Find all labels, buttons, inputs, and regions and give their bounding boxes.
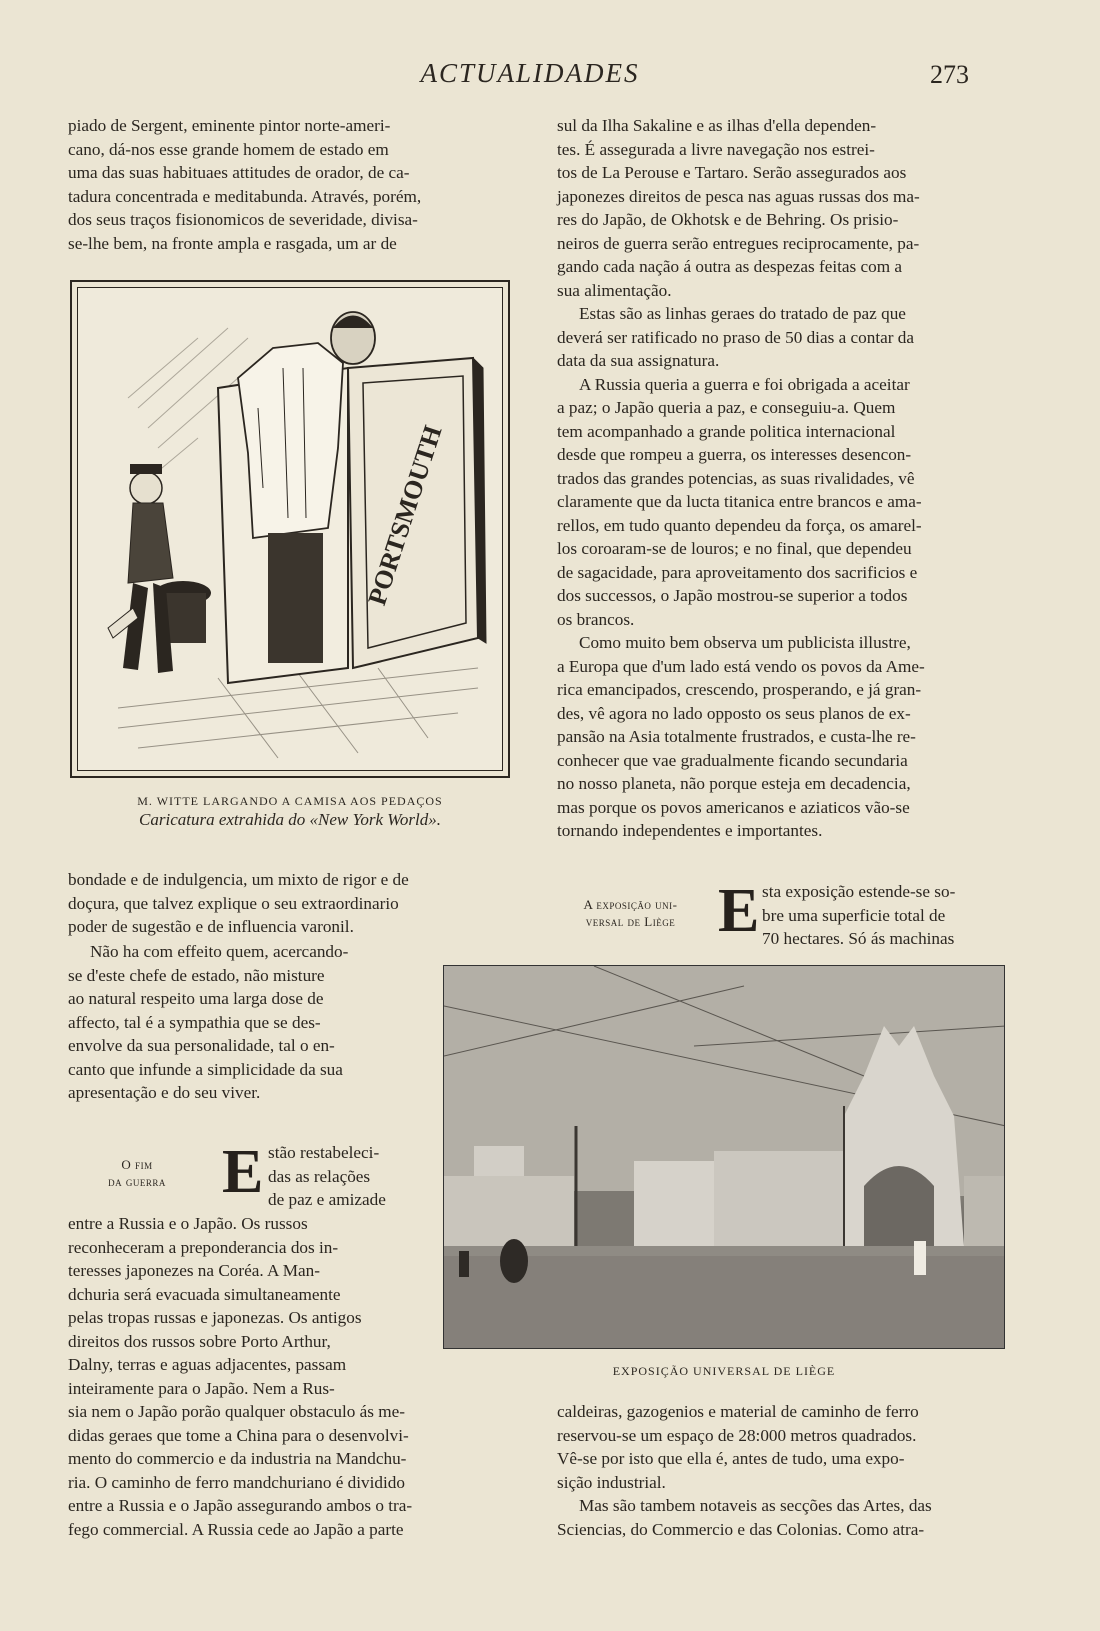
drop-cap-fim-guerra: E [222,1138,264,1206]
text-line: mas porque os povos americanos e aziaticos vão-se [557,797,910,817]
text-line: caldeiras, gazogenios e material de caminho de ferro [557,1402,919,1421]
text-line: pelas tropas russas e japonezas. Os antigos [68,1308,362,1327]
text-line: no nosso planeta, não porque esteja em decadencia, [557,774,911,793]
text-line: pansão na Asia totalmente frustrados, e custa-lhe re- [557,727,916,746]
text-line: gando cada nação á outra as despezas feitas com a [557,257,903,276]
drop-cap-exposicao: E [718,877,760,945]
text-line: doçura, que talvez explique o seu extraordinario [68,893,399,913]
exposition-photo [443,965,1005,1349]
text-line: 70 hectares. Só ás machinas [762,929,955,948]
text-line: reconheceram a preponderancia dos in- [68,1237,339,1257]
marginal-note-line: da guerra [108,1174,166,1189]
text-line: affecto, tal é a sympathia que se des- [68,1012,321,1032]
cartoon-illustration-frame [70,280,510,778]
text-line: deverá ser ratificado no praso de 50 dias a contar da [557,327,914,347]
marginal-note-exposicao [553,896,708,930]
text-line: tadura concentrada e meditabunda. Através, porém, [68,186,422,206]
text-line: Estas são as linhas geraes do tratado de paz que [579,304,906,323]
text-line: stão restabeleci- [268,1143,380,1162]
text-line: uma das suas habituaes attitudes de orador, de ca- [68,163,410,182]
text-line: Não ha com effeito quem, acercando- [90,942,349,961]
text-line: Mas são tambem notaveis as secções das Artes, das [579,1496,932,1515]
cartoon-caption-source: Caricatura extrahida do «New York World». [139,810,441,829]
text-line: res do Japão, de Okhotsk e de Behring. Os prisio- [557,210,899,229]
cartoon-caption-title: M. WITTE LARGANDO A CAMISA AOS PEDAÇOS [137,794,443,808]
text-line: Como muito bem observa um publicista illustre, [579,633,911,652]
text-line: sul da Ilha Sakaline e as ilhas d'ella dependen- [557,116,877,135]
text-line: piado de Sergent, eminente pintor norte-ameri- [68,116,391,135]
text-line: ria. O caminho de ferro mandchuriano é dividido [68,1472,405,1492]
text-line: tornando independentes e importantes. [557,821,823,840]
text-line: sua alimentação. [557,280,672,300]
text-line: data da sua assignatura. [557,351,720,370]
exposition-photo-drawing [444,966,1005,1349]
text-line: japonezes direitos de pesca nas aguas russas dos ma- [557,186,920,206]
text-line: claramente que da lucta titanica entre brancos e ama- [557,492,922,511]
cartoon-drawing [78,288,503,771]
text-line: fego commercial. A Russia cede ao Japão a parte [68,1519,404,1539]
text-line: sia nem o Japão porão qualquer obstaculo ás me- [68,1402,405,1421]
text-line: apresentação e do seu viver. [68,1083,261,1102]
text-line: a Europa que d'um lado está vendo os povos da Ame- [557,656,925,676]
text-line: direitos dos russos sobre Porto Arthur, [68,1331,331,1351]
text-line: tem acompanhado a grande politica internacional [557,421,896,441]
text-line: rellos, em tudo quanto dependeu da força, os amarel- [557,515,922,535]
text-line: Sciencias, do Commercio e das Colonias. Como atra- [557,1519,925,1539]
text-line: dos seus traços fisionomicos de severidade, divisa- [68,210,418,229]
page-number: 273 [930,60,969,89]
exposicao-intro [762,880,1003,951]
text-line: reservou-se um espaço de 28:000 metros quadrados. [557,1425,917,1445]
text-line: mento do commercio e da industria na Mandchu- [68,1449,407,1468]
text-line: bre uma superficie total de [762,905,946,925]
text-line: A Russia queria a guerra e foi obrigada a aceitar [579,374,910,394]
text-line: se d'este chefe de estado, não misture [68,965,325,985]
text-line: los coroaram-se de louros; e no final, que dependeu [557,539,912,558]
left-top-paragraph [68,114,514,255]
text-line: canto que infunde a simplicidade da sua [68,1059,343,1079]
text-line: sição industrial. [557,1472,666,1492]
left-sympathy-paragraph [68,940,408,1105]
text-line: inteiramente para o Japão. Nem a Rus- [68,1378,335,1398]
left-middle-paragraph [68,868,514,939]
text-line: se-lhe bem, na fronte ampla e rasgada, um ar de [68,233,397,253]
cartoon-illustration [77,287,503,771]
text-line: dos successos, o Japão mostrou-se superior a todos [557,586,908,605]
text-line: poder de sugestão e de influencia varonil. [68,917,354,936]
marginal-note-line: A exposição uni- [583,897,678,912]
text-line: des, vê agora no lado opposto os seus planos de ex- [557,703,911,723]
text-line: trados das grandes potencias, as suas rivalidades, vê [557,468,915,488]
text-line: entre a Russia e o Japão. Os russos [68,1214,308,1233]
text-line: ao natural respeito uma larga dose de [68,989,324,1008]
text-line: tos de La Perouse e Tartaro. Serão assegurados aos [557,163,907,182]
marginal-note-line: O fim [121,1157,153,1172]
text-line: envolve da sua personalidade, tal o en- [68,1036,335,1055]
text-line: entre a Russia e o Japão assegurando ambos o tra- [68,1496,413,1515]
fim-guerra-intro [268,1141,410,1212]
text-line: Dalny, terras e aguas adjacentes, passam [68,1355,347,1374]
marginal-note-fim-guerra [82,1156,192,1190]
text-line: teresses japonezes na Coréa. A Man- [68,1261,320,1280]
text-line: neiros de guerra serão entregues reciprocamente, pa- [557,233,920,253]
marginal-note-line: versal de Liège [585,914,676,929]
text-line: dchuria será evacuada simultaneamente [68,1284,341,1304]
text-line: de sagacidade, para aproveitamento dos sacrificios e [557,562,918,582]
text-line: didas geraes que tome a China para o desenvolvi- [68,1425,409,1445]
text-line: desde que rompeu a guerra, os interesses desencon- [557,445,912,464]
text-line: tes. É assegurada a livre navegação nos estrei- [557,139,875,159]
text-line: sta exposição estende-se so- [762,882,956,901]
text-line: a paz; o Japão queria a paz, e conseguiu-a. Quem [557,398,896,417]
text-line: de paz e amizade [268,1190,386,1209]
text-line: Vê-se por isto que ella é, antes de tudo, uma expo- [557,1449,905,1468]
text-line: conhecer que vae gradualmente ficando secundaria [557,750,908,770]
right-top-text [557,114,1003,843]
text-line: os brancos. [557,609,635,629]
photo-caption: EXPOSIÇÃO UNIVERSAL DE LIÈGE [612,1364,836,1378]
fim-guerra-body [68,1212,410,1400]
exposicao-body [557,1400,1003,1541]
fim-guerra-body-full [68,1400,514,1541]
text-line: das as relações [268,1166,371,1186]
text-line: rica emancipados, crescendo, prosperando, e já gran- [557,680,922,699]
door-label: PORTSMOUTH [362,422,448,609]
text-line: bondade e de indulgencia, um mixto de rigor e de [68,870,409,889]
text-line: cano, dá-nos esse grande homem de estado em [68,139,389,159]
running-header-title: ACTUALIDADES [420,58,640,88]
